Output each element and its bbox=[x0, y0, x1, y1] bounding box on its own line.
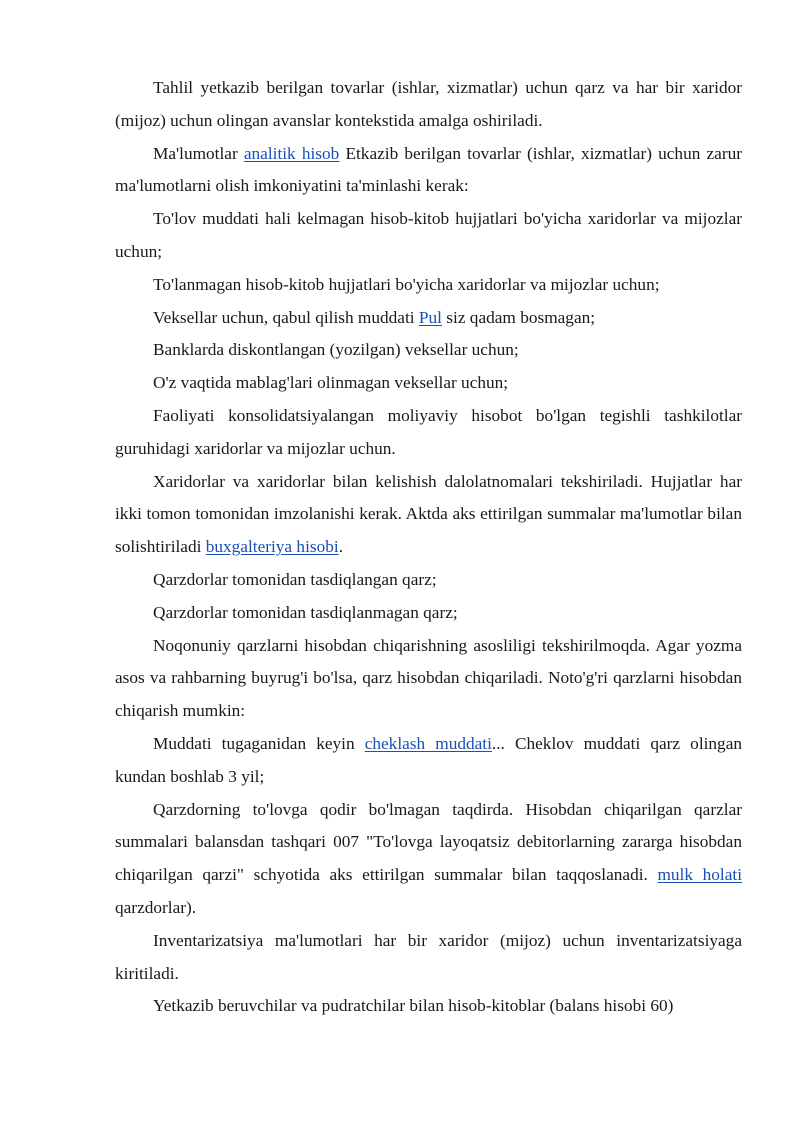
paragraph-text: Ma'lumotlar bbox=[153, 143, 244, 163]
link-cheklash-muddati[interactable]: cheklash muddati bbox=[364, 733, 492, 753]
paragraph-text: ... Cheklov muddati qarz olingan kundan boshlab 3 yil; bbox=[115, 733, 743, 786]
link-analitik-hisob[interactable]: analitik hisob bbox=[243, 143, 340, 163]
paragraph-reconciliation-acts bbox=[115, 466, 742, 564]
paragraph-text: Xaridorlar va xaridorlar bilan kelishish dalolatnomalari tekshiriladi. Hujjatlar har ikki tomon tomonidan imzolanishi kerak. Aktda aks ettirilgan summalar ma'lumotlar bilan solishtiriladi bbox=[115, 471, 742, 557]
paragraph-limitation-period bbox=[115, 728, 742, 794]
paragraph-analytic-accounting bbox=[115, 138, 742, 204]
paragraph-unpaid-documents: To'lanmagan hisob-kitob hujjatlari bo'yicha xaridorlar va mijozlar uchun; bbox=[153, 274, 660, 294]
paragraph-insolvent-debtor bbox=[115, 794, 742, 925]
paragraph-text: Veksellar uchun, qabul qilish muddati bbox=[153, 307, 419, 327]
paragraph-overdue-bills: O'z vaqtida mablag'lari olinmagan veksellar uchun; bbox=[153, 373, 509, 393]
paragraph-unconfirmed-debt: Qarzdorlar tomonidan tasdiqlanmagan qarz; bbox=[153, 602, 458, 622]
paragraph-text: qarzdorlar). bbox=[115, 897, 197, 917]
paragraph-write-off-check: Noqonuniy qarzlarni hisobdan chiqarishning asosliligi tekshirilmoqda. Agar yozma asos va rahbarning buyrug'i bo'lsa, qarz hisobdan chiqariladi. Noto'g'ri qarzlarni hisobdan chiqarish mumkin: bbox=[115, 635, 742, 721]
link-buxgalteriya-hisobi[interactable]: buxgalteriya hisobi bbox=[205, 537, 339, 557]
paragraph-discounted-bills: Banklarda diskontlangan (yozilgan) veksellar uchun; bbox=[153, 340, 519, 360]
paragraph-bills-of-exchange bbox=[115, 302, 742, 335]
link-mulk-holati[interactable]: mulk holati bbox=[657, 865, 742, 885]
paragraph-text: Muddati tugaganidan keyin bbox=[153, 733, 365, 753]
paragraph-text: Qarzdorning to'lovga qodir bo'lmagan taqdirda. Hisobdan chiqarilgan qarzlar summalari balansdan tashqari 007 "To'lovga layoqatsiz debitorlarning zararga hisobdan chiqarilgan qarzi" schyotida aks ettirilgan summalar bilan taqqoslanadi. bbox=[115, 799, 742, 885]
paragraph-payment-not-due: To'lov muddati hali kelmagan hisob-kitob hujjatlari bo'yicha xaridorlar va mijozlar uchun; bbox=[115, 209, 742, 261]
paragraph-confirmed-debt: Qarzdorlar tomonidan tasdiqlangan qarz; bbox=[153, 569, 437, 589]
paragraph-suppliers-heading: Yetkazib beruvchilar va pudratchilar bilan hisob-kitoblar (balans hisobi 60) bbox=[153, 996, 674, 1016]
paragraph-text: siz qadam bosmagan; bbox=[441, 307, 596, 327]
paragraph-analysis-scope: Tahlil yetkazib berilgan tovarlar (ishlar, xizmatlar) uchun qarz va har bir xaridor (mijoz) uchun olingan avanslar kontekstida amalga oshiriladi. bbox=[115, 78, 742, 130]
paragraph-text: . bbox=[338, 537, 344, 557]
paragraph-text: Etkazib berilgan tovarlar (ishlar, xizmatlar) uchun zarur ma'lumotlarni olish imkoniyatini ta'minlashi kerak: bbox=[115, 143, 742, 196]
paragraph-consolidated-group: Faoliyati konsolidatsiyalangan moliyaviy hisobot bo'lgan tegishli tashkilotlar guruhidagi xaridorlar va mijozlar uchun. bbox=[115, 405, 742, 458]
document-page bbox=[115, 72, 742, 1023]
link-pul[interactable]: Pul bbox=[418, 307, 442, 327]
paragraph-inventory-data: Inventarizatsiya ma'lumotlari har bir xaridor (mijoz) uchun inventarizatsiyaga kiritiladi. bbox=[115, 930, 742, 983]
